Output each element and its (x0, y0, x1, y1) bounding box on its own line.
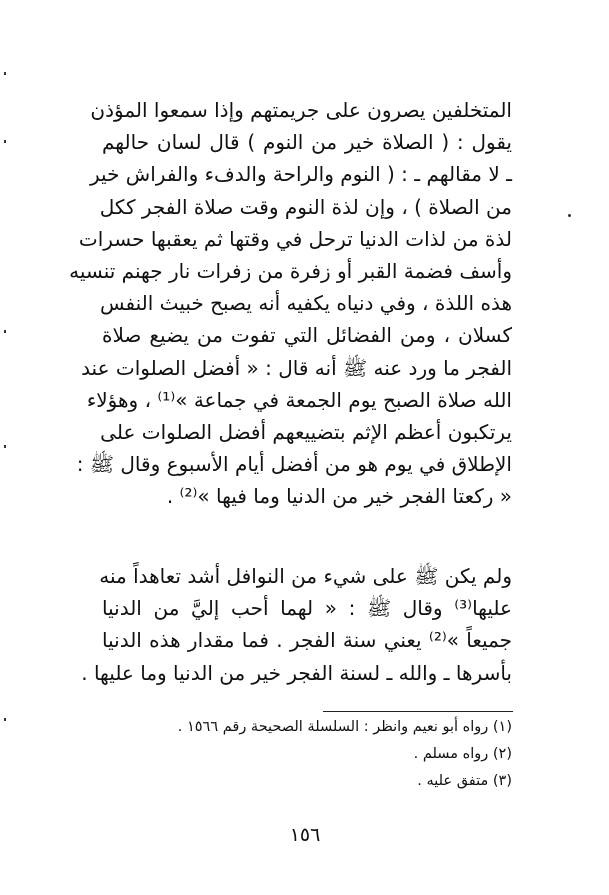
text-line: بأسرها ـ والله ـ لسنة الفجر خير من الدنيا وما عليها . (81, 660, 512, 685)
text-line: يقول : ( الصلاة خير من النوم ) قال لسان حالهم (102, 130, 512, 155)
footnote-separator (323, 711, 513, 712)
text-line: لذة من لذات الدنيا ترحل في وقتها ثم يعقبها حسرات (78, 226, 512, 251)
page-number: ١٥٦ (289, 824, 321, 846)
main-paragraph-2 (81, 560, 512, 689)
text-line: وأسف فضمة القبر أو زفرة من زفرات نار جهنم تنسيه (69, 258, 512, 283)
text-line: كسلان ، ومن الفضائل التي تفوت من يضيع صلاة (102, 323, 512, 348)
text-line: ـ لا مقالهم ـ : ( النوم والراحة والدفء والفراش خير (90, 162, 512, 187)
footnote-2: (٢) رواه مسلم . (413, 746, 512, 762)
left-margin-mark-5 (4, 718, 6, 721)
right-margin-speck (568, 214, 571, 217)
main-paragraph-1 (69, 94, 512, 512)
text-line: ولم يكن ﷺ على شيء من النوافل أشد تعاهداً منه (99, 564, 512, 588)
text-line: الإطلاق في يوم هو من أفضل أيام الأسبوع وقال ﷺ : (76, 452, 512, 477)
text-line: « ركعتا الفجر خير من الدنيا وما فيها »⁽²⁾ . (166, 484, 512, 509)
footnote-3: (٣) متفق عليه . (417, 773, 512, 789)
text-line: الفجر ما ورد عنه ﷺ أنه قال : « أفضل الصلوات عند (81, 355, 512, 380)
text-line: يرتكبون أعظم الإثم بتضييعهم أفضل الصلوات على (100, 419, 512, 444)
left-margin-mark-1 (4, 72, 6, 75)
text-line: المتخلفين يصرون على جريمتهم وإذا سمعوا المؤذن (90, 98, 512, 122)
left-margin-mark-4 (4, 445, 6, 448)
text-line: جميعاً »⁽²⁾ يعني سنة الفجر . فما مقدار هذه الدنيا (102, 628, 512, 653)
left-margin-mark-2 (4, 140, 6, 143)
footnote-1: (١) رواه أبو نعيم وانظر : السلسلة الصحيحة رقم ١٥٦٦ . (177, 719, 512, 735)
footnotes (150, 714, 512, 795)
left-margin-mark-3 (4, 330, 6, 333)
text-line: من الصلاة ) ، وإن لذة النوم وقت صلاة الفجر ككل (99, 194, 512, 219)
text-line: هذه اللذة ، وفي دنياه يكفيه أنه يصبح خبيث النفس (100, 291, 512, 316)
text-line: عليها⁽³⁾ وقال ﷺ : « لهما أحب إليَّ من الدنيا (102, 596, 512, 621)
text-line: الله صلاة الصبح يوم الجمعة في جماعة »⁽¹⁾ ، وهؤلاء (86, 387, 512, 412)
